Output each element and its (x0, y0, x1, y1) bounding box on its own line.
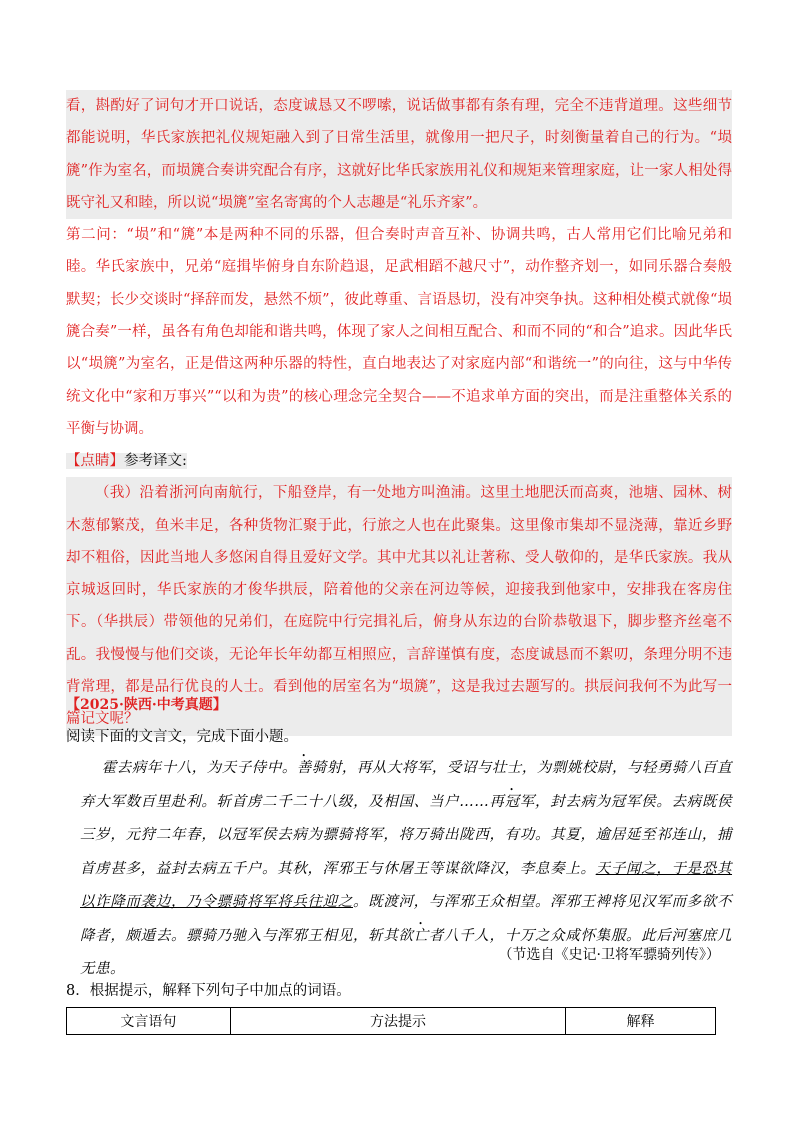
answer-table (66, 1007, 716, 1035)
header-method-hint: 方法提示 (230, 1008, 565, 1035)
translation-paragraph: （我）沿着浙河向南航行，下船登岸，有一处地方叫渔浦。这里土地肥沃而高爽，池塘、园林、树木葱郁繁茂，鱼米丰足，各种货物汇聚于此，行旅之人也在此聚集。这里像市集却不显浇薄，靠近乡野却不粗俗，因此当地人多悠闲自得且爱好文学。其中尤其以礼让著称、受人敬仰的，是华氏家族。我从京城返回时，华氏家族的才俊华拱辰，陪着他的父亲在河边等候，迎接我到他家中，安排我在客房住下。（华拱辰）带领他的兄弟们，在庭院中行完揖礼后，俯身从东边的台阶恭敬退下，脚步整齐丝毫不乱。我慢慢与他们交谈，无论年长年幼都互相照应，言辞谨慎有度，态度诚恳而不絮叨，条理分明不违背常理，都是品行优良的人士。看到他的居室名为“埙篪”，这是我过去题写的。拱辰问我何不为此写一篇记文呢？ (66, 477, 732, 735)
dianjing-tag: 【点睛】 (66, 453, 124, 470)
dotted-word: 冠 (504, 793, 520, 810)
reference-translation-label: 参考译文: (124, 453, 187, 470)
table-header-row (67, 1008, 716, 1035)
passage-segment: 骑射，再从大将军，受诏与壮士，为剽姚校尉，与轻勇骑八百直弃大军数百里赴利。斩首虏二千二十八级，及相国、当户……再 (80, 760, 733, 810)
dianjing-heading (66, 445, 732, 477)
underlined-sentence: 天子闻之，于是恐其以诈降而袭边，乃令骠骑将军将兵往迎之 (80, 860, 733, 910)
exam-source-label: 【2025·陕西·中考真题】 (66, 697, 227, 713)
header-explanation: 解释 (566, 1008, 716, 1035)
passage-segment: 者八千人，十万之众咸怀集服。此后河塞庶几无患。 (80, 927, 733, 977)
passage-citation: （节选自《史记·卫将军骠骑列传》） (498, 947, 720, 963)
passage-segment: 霍去病年十八，为天子侍中。 (101, 760, 297, 776)
answer-paragraph-2: 第二问：“埙”和“篪”本是两种不同的乐器，但合奏时声音互补、协调共鸣，古人常用它们比喻兄弟和睦。华氏家族中，兄弟“庭揖毕俯身自东阶趋退，足武相蹈不越尺寸”，动作整齐划一，如同乐器合奏般默契；长少交谈时“择辞而发，悬然不烦”，彼此尊重、言语恳切，没有冲突争执。这种相处模式就像“埙篪合奏”一样，虽各有角色却能和谐共鸣，体现了家人之间相互配合、和而不同的“和合”追求。因此华氏以“埙篪”为室名，正是借这两种乐器的特性，直白地表达了对家庭内部“和谐统一”的向往，这与中华传统文化中“家和万事兴”“以和为贵”的核心理念完全契合——不追求单方面的突出，而是注重整体关系的平衡与协调。 (66, 227, 732, 437)
answer-paragraph-1: 看，斟酌好了词句才开口说话，态度诚恳又不啰嗦，说话做事都有条有理，完全不违背道理。这些细节都能说明，华氏家族把礼仪规矩融入到了日常生活里，就像用一把尺子，时刻衡量着自己的行为。“埙篪”作为室名，而埙篪合奏讲究配合有序，这就好比华氏家族用礼仪和规矩来管理家庭，让一家人相处得既守礼又和睦，所以说“埙篪”室名寄寓的个人志趣是“礼乐齐家”。 (66, 90, 732, 219)
answer-block (66, 90, 732, 736)
dotted-word: 善 (296, 760, 312, 776)
dotted-word: 亡 (413, 927, 429, 944)
reading-instruction: 阅读下面的文言文，完成下面小题。 (66, 729, 298, 745)
question-8: 8．根据提示，解释下列句子中加点的词语。 (66, 983, 351, 999)
passage-segment: 。既渡河，与浑邪王众相望。浑邪王裨将见汉军而多欲不降者，颇遁去。骠骑乃驰入与浑邪王相见，斩其欲 (80, 894, 732, 944)
passage-segment: 军，封去病为冠军侯。去病既侯三岁，元狩二年春，以冠军侯去病为骠骑将军，将万骑出陇西，有功。其夏，逾居延至祁连山，捕首虏甚多，益封去病五千户。其秋，浑邪王与休屠王等谋欲降汉，李息奏上。 (80, 793, 732, 877)
header-sentence: 文言语句 (67, 1008, 231, 1035)
